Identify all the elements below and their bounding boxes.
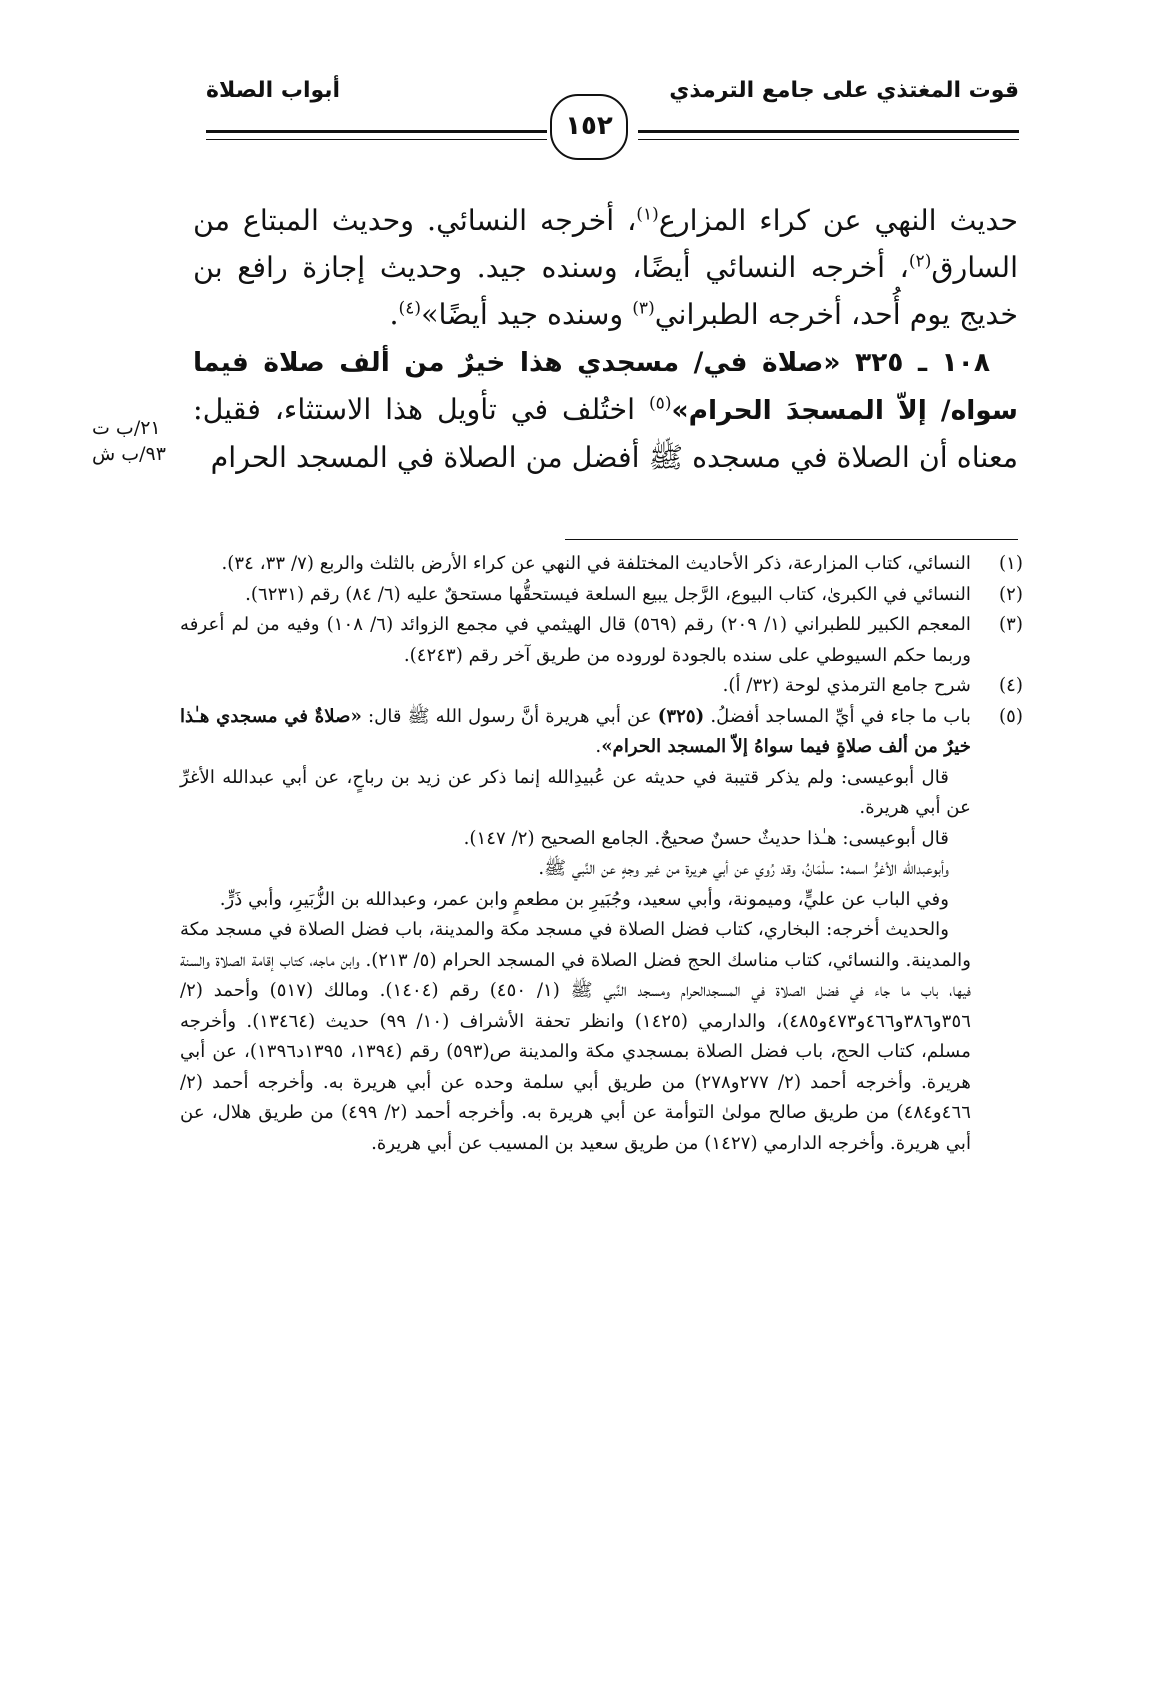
hadith-text: ١٠٨ ـ ٣٢٥ «صلاة في/ مسجدي هذا خيرٌ من ألف صلاة فيما سواه/ إلاّ المسجدَ الحرام» (193, 347, 1018, 426)
footnote-ref-2: (٢) (908, 251, 932, 272)
header-double-rule-right (638, 130, 1019, 140)
footnote-5-note: قال أبوعيسى: هـٰذا حديثٌ حسنٌ صحيحٌ. الجامع الصحيح (٢/ ١٤٧). (463, 827, 949, 849)
footnote-5-sources: والحديث أخرجه: البخاري، كتاب فضل الصلاة في مسجد مكة والمدينة، باب فضل الصلاة في مسجد مكة والمدينة. والنسائي، كتاب مناسك الحج فضل الصلاة في المسجد الحرام (٥/ ٢١٣). وابن ماجه، كتاب إقامة الصلاة والسنة فيها، باب ما جاء في فضل الصلاة في المسجدالحرام ومسجد النَّبي ﷺ (١/ ٤٥٠) رقم (١٤٠٤). ومالك (٥١٧) وأحمد (٢/ ٣٥٦و٣٨٦و٤٦٦و٤٧٣و٤٨٥)، والدارمي (١٤٢٥) وانظر تحفة الأشراف (١٠/ ٩٩) حديث (١٣٤٦٤). وأخرجه مسلم، كتاب الحج، باب فضل الصلاة بمسجدي مكة والمدينة ص(٥٩٣) رقم (١٣٩٤، ١٣٩٥د١٣٩٦)، عن أبي هريرة. وأخرجه أحمد (٢/ ٢٧٧و٢٧٨) من طريق أبي سلمة وحده عن أبي هريرة به. وأخرجه أحمد (٢/ ٤٦٦و٤٨٤) من طريق صالح مولىٰ التوأمة عن أبي هريرة به. وأخرجه أحمد (٢/ ٤٩٩) من طريق هلال، عن أبي هريرة. وأخرجه الدارمي (١٤٢٧) من طريق سعيد بن المسيب عن أبي هريرة. (180, 919, 972, 1154)
footnote-5-note: وأبوعبدالله الأغرُّ اسمه: سلْمَانُ، وقد رُوي عن أبي هريرة من غير وجهٍ عن النَّبي ﷺ. (538, 858, 949, 879)
footnote-number: (٥) (999, 705, 1023, 727)
main-paragraph-2: ١٠٨ ـ ٣٢٥ «صلاة في/ مسجدي هذا خيرٌ من ألف صلاة فيما سواه/ إلاّ المسجدَ الحرام»$^{(٥)}$ اختُلف في تأويل هذا الاستثاء، فقيل: معناه أن الصلاة في مسجده ﷺ أفضل من الصلاة في المسجد الحرام (193, 347, 1018, 474)
footnote-4: (٤) شرح جامع الترمذي لوحة (٣٢/ أ). (180, 671, 1023, 702)
footnote-ref-3: (٣) (632, 298, 655, 319)
footnote-number: (١) (999, 553, 1023, 574)
footnote-separator (565, 539, 1018, 540)
running-head-chapter-title: أبواب الصلاة (206, 78, 341, 103)
footnote-3: (٣) المعجم الكبير للطبراني (١/ ٢٠٩) رقم (٥٦٩) قال الهيثمي في مجمع الزوائد (٦/ ١٠٨) وفيه من لم أعرفه وربما حكم السيوطي على سنده بالجودة لوروده من طريق آخر رقم (٤٢٤٣). (180, 610, 1023, 671)
main-paragraph-1: حديث النهي عن كراء المزارع$^{(١)}$، أخرجه النسائي. وحديث المبتاع من السارق$^{(٢)}$، أخرجه النسائي أيضًا، وسنده جيد. وحديث إجازة رافع بن خديج يوم أُحد، أخرجه الطبراني$^{(٣)}$ وسنده جيد أيضًا»$^{(٤)}$. (193, 204, 1018, 331)
footnote-number: (٣) (999, 614, 1023, 635)
footnote-number: (٤) (999, 675, 1023, 696)
footnotes (180, 549, 1023, 1159)
footnote-5: (٥) باب ما جاء في أيِّ المساجد أفضلُ. (٣٢٥) عن أبي هريرة أنَّ رسول الله ﷺ قال: «صلاةٌ في مسجدي هـٰذا خيرٌ من ألف صلاةٍ فيما سواهُ إلاّ المسجد الحرام». قال أبوعيسى: ولم يذكر قتيبة في حديثه عن عُبيدِالله إنما ذكر عن زيد بن رباحٍ، عن أبي عبدالله الأغرِّ عن أبي هريرة. قال أبوعيسى: هـٰذا حديثٌ حسنٌ صحيحٌ. الجامع الصحيح (٢/ ١٤٧). وأبوعبدالله الأغرُّ اسمه: سلْمَانُ، وقد رُوي عن أبي هريرة من غير وجهٍ عن النَّبي ﷺ. وفي الباب عن عليٍّ، وميمونة، وأبي سعيد، وجُبَيرِ بن مطعمٍ وابن عمر، وعبدالله بن الزُّبَيرِ، وأبي ذَرٍّ. (180, 702, 1023, 916)
manuscript-margin-refs (92, 415, 180, 467)
footnote-1: (١) النسائي، كتاب المزارعة، ذكر الأحاديث المختلفة في النهي عن كراء الأرض بالثلث والربع (٧/ ٣٣، ٣٤). (180, 549, 1023, 580)
footnote-ref-1: (١) (636, 204, 659, 225)
footnote-5-note: قال أبوعيسى: ولم يذكر قتيبة في حديثه عن عُبيدِالله إنما ذكر عن زيد بن رباحٍ، عن أبي عبدالله الأغرِّ عن أبي هريرة. (180, 766, 971, 818)
footnote-number: (٢) (999, 583, 1023, 605)
running-head-book-title: قوت المغتذي على جامع الترمذي (669, 78, 1019, 103)
header-double-rule-left (206, 130, 547, 140)
margin-ref: ٩٣/ب ش (92, 443, 166, 465)
footnote-5-note: وفي الباب عن عليٍّ، وميمونة، وأبي سعيد، وجُبَيرِ بن مطعمٍ وابن عمر، وعبدالله بن الزُّبَيرِ، وأبي ذَرٍّ. (219, 888, 949, 910)
main-text (193, 197, 1018, 481)
footnote-2: (٢) النسائي في الكبرىٰ، كتاب البيوع، الرَّجل يبيع السلعة فيستحقُّها مستحقٌ عليه (٦/ ٨٤) رقم (٦٢٣١). (180, 580, 1023, 611)
footnote-ref-4: (٤) (398, 298, 422, 319)
page-number: ١٥٢ (550, 94, 628, 160)
margin-ref: ٢١/ب ت (92, 417, 161, 439)
footnote-ref-5: (٥) (648, 393, 672, 414)
